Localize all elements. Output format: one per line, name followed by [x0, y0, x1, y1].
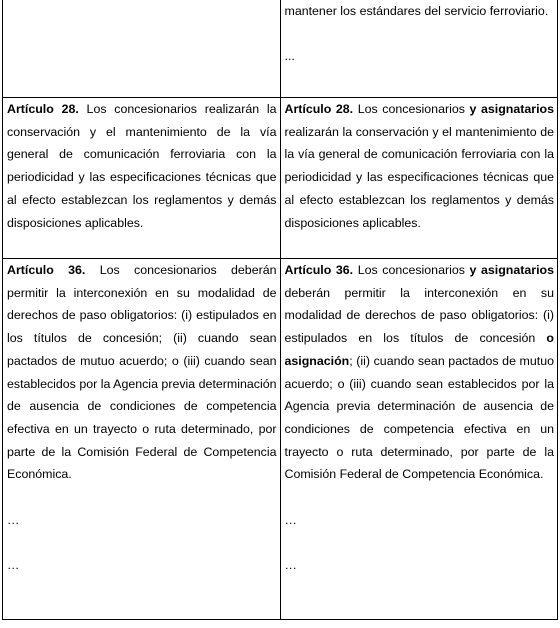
inserted-text: o asignación [284, 331, 554, 368]
ellipsis: … [284, 512, 297, 527]
ellipsis: ... [284, 49, 295, 64]
ellipsis: … [7, 558, 20, 573]
paragraph [285, 259, 555, 486]
table-row [3, 0, 558, 98]
left-cell-article-28 [3, 98, 281, 259]
article-text: Los concesionarios deberán permitir la interconexión en su modalidad de derechos de paso obligatorios: (i) estipulados en los títulos de concesión; (ii) cuando sean pactados de mutuo acuerdo; o (iii) cuando sean establecidos por la Agencia previa determinación de ausencia de condiciones de competencia efectiva en un trayecto o ruta determinado, por parte de la Comisión Federal de Competencia Económica. [7, 263, 277, 482]
right-cell-row-1 [280, 0, 558, 98]
article-text: Los concesionarios [353, 263, 470, 277]
inserted-text: y asignatarios [469, 263, 554, 277]
article-text: ; (ii) cuando sean pactados de mutuo acuerdo; o (iii) cuando sean establecidos por la Agencia previa determinación de ausencia de condiciones de competencia efectiva en un trayecto o ruta determinado, por parte de la Comisión Federal de Competencia Económica. [284, 353, 554, 482]
ellipsis: … [284, 558, 297, 573]
right-cell-text: mantener los estándares del servicio ferroviario. [284, 4, 549, 18]
article-heading: Artículo 28. [284, 102, 354, 116]
right-cell-article-28 [280, 98, 558, 259]
table-row [3, 259, 558, 620]
article-heading: Artículo 28. [7, 102, 79, 116]
paragraph [7, 98, 277, 234]
paragraph [7, 259, 277, 486]
article-text: Los concesionarios [353, 102, 470, 116]
right-cell-article-36 [280, 259, 558, 620]
left-cell-row-1 [3, 0, 281, 98]
article-text: realizarán la conservación y el mantenimiento de la vía general de comunicación ferroviaria con la periodicidad y las especificaciones técnicas que al efecto establezcan los reglamentos y demás disposiciones aplicables. [284, 124, 554, 230]
left-cell-article-36 [3, 259, 281, 620]
article-heading: Artículo 36. [284, 263, 354, 277]
article-text: deberán permitir la interconexión en su modalidad de derechos de paso obligatorios: (i) estipulados en los títulos de concesión [284, 285, 554, 346]
ellipsis: … [7, 512, 20, 527]
table-row [3, 98, 558, 259]
paragraph [285, 98, 555, 234]
article-heading: Artículo 36. [7, 263, 86, 277]
inserted-text: y asignatarios [469, 102, 554, 116]
comparison-table [2, 0, 558, 620]
article-text: Los concesionarios realizarán la conservación y el mantenimiento de la vía general de comunicación ferroviaria con la periodicidad y las especificaciones técnicas que al efecto establezcan los reglamentos y demás disposiciones aplicables. [7, 102, 277, 230]
